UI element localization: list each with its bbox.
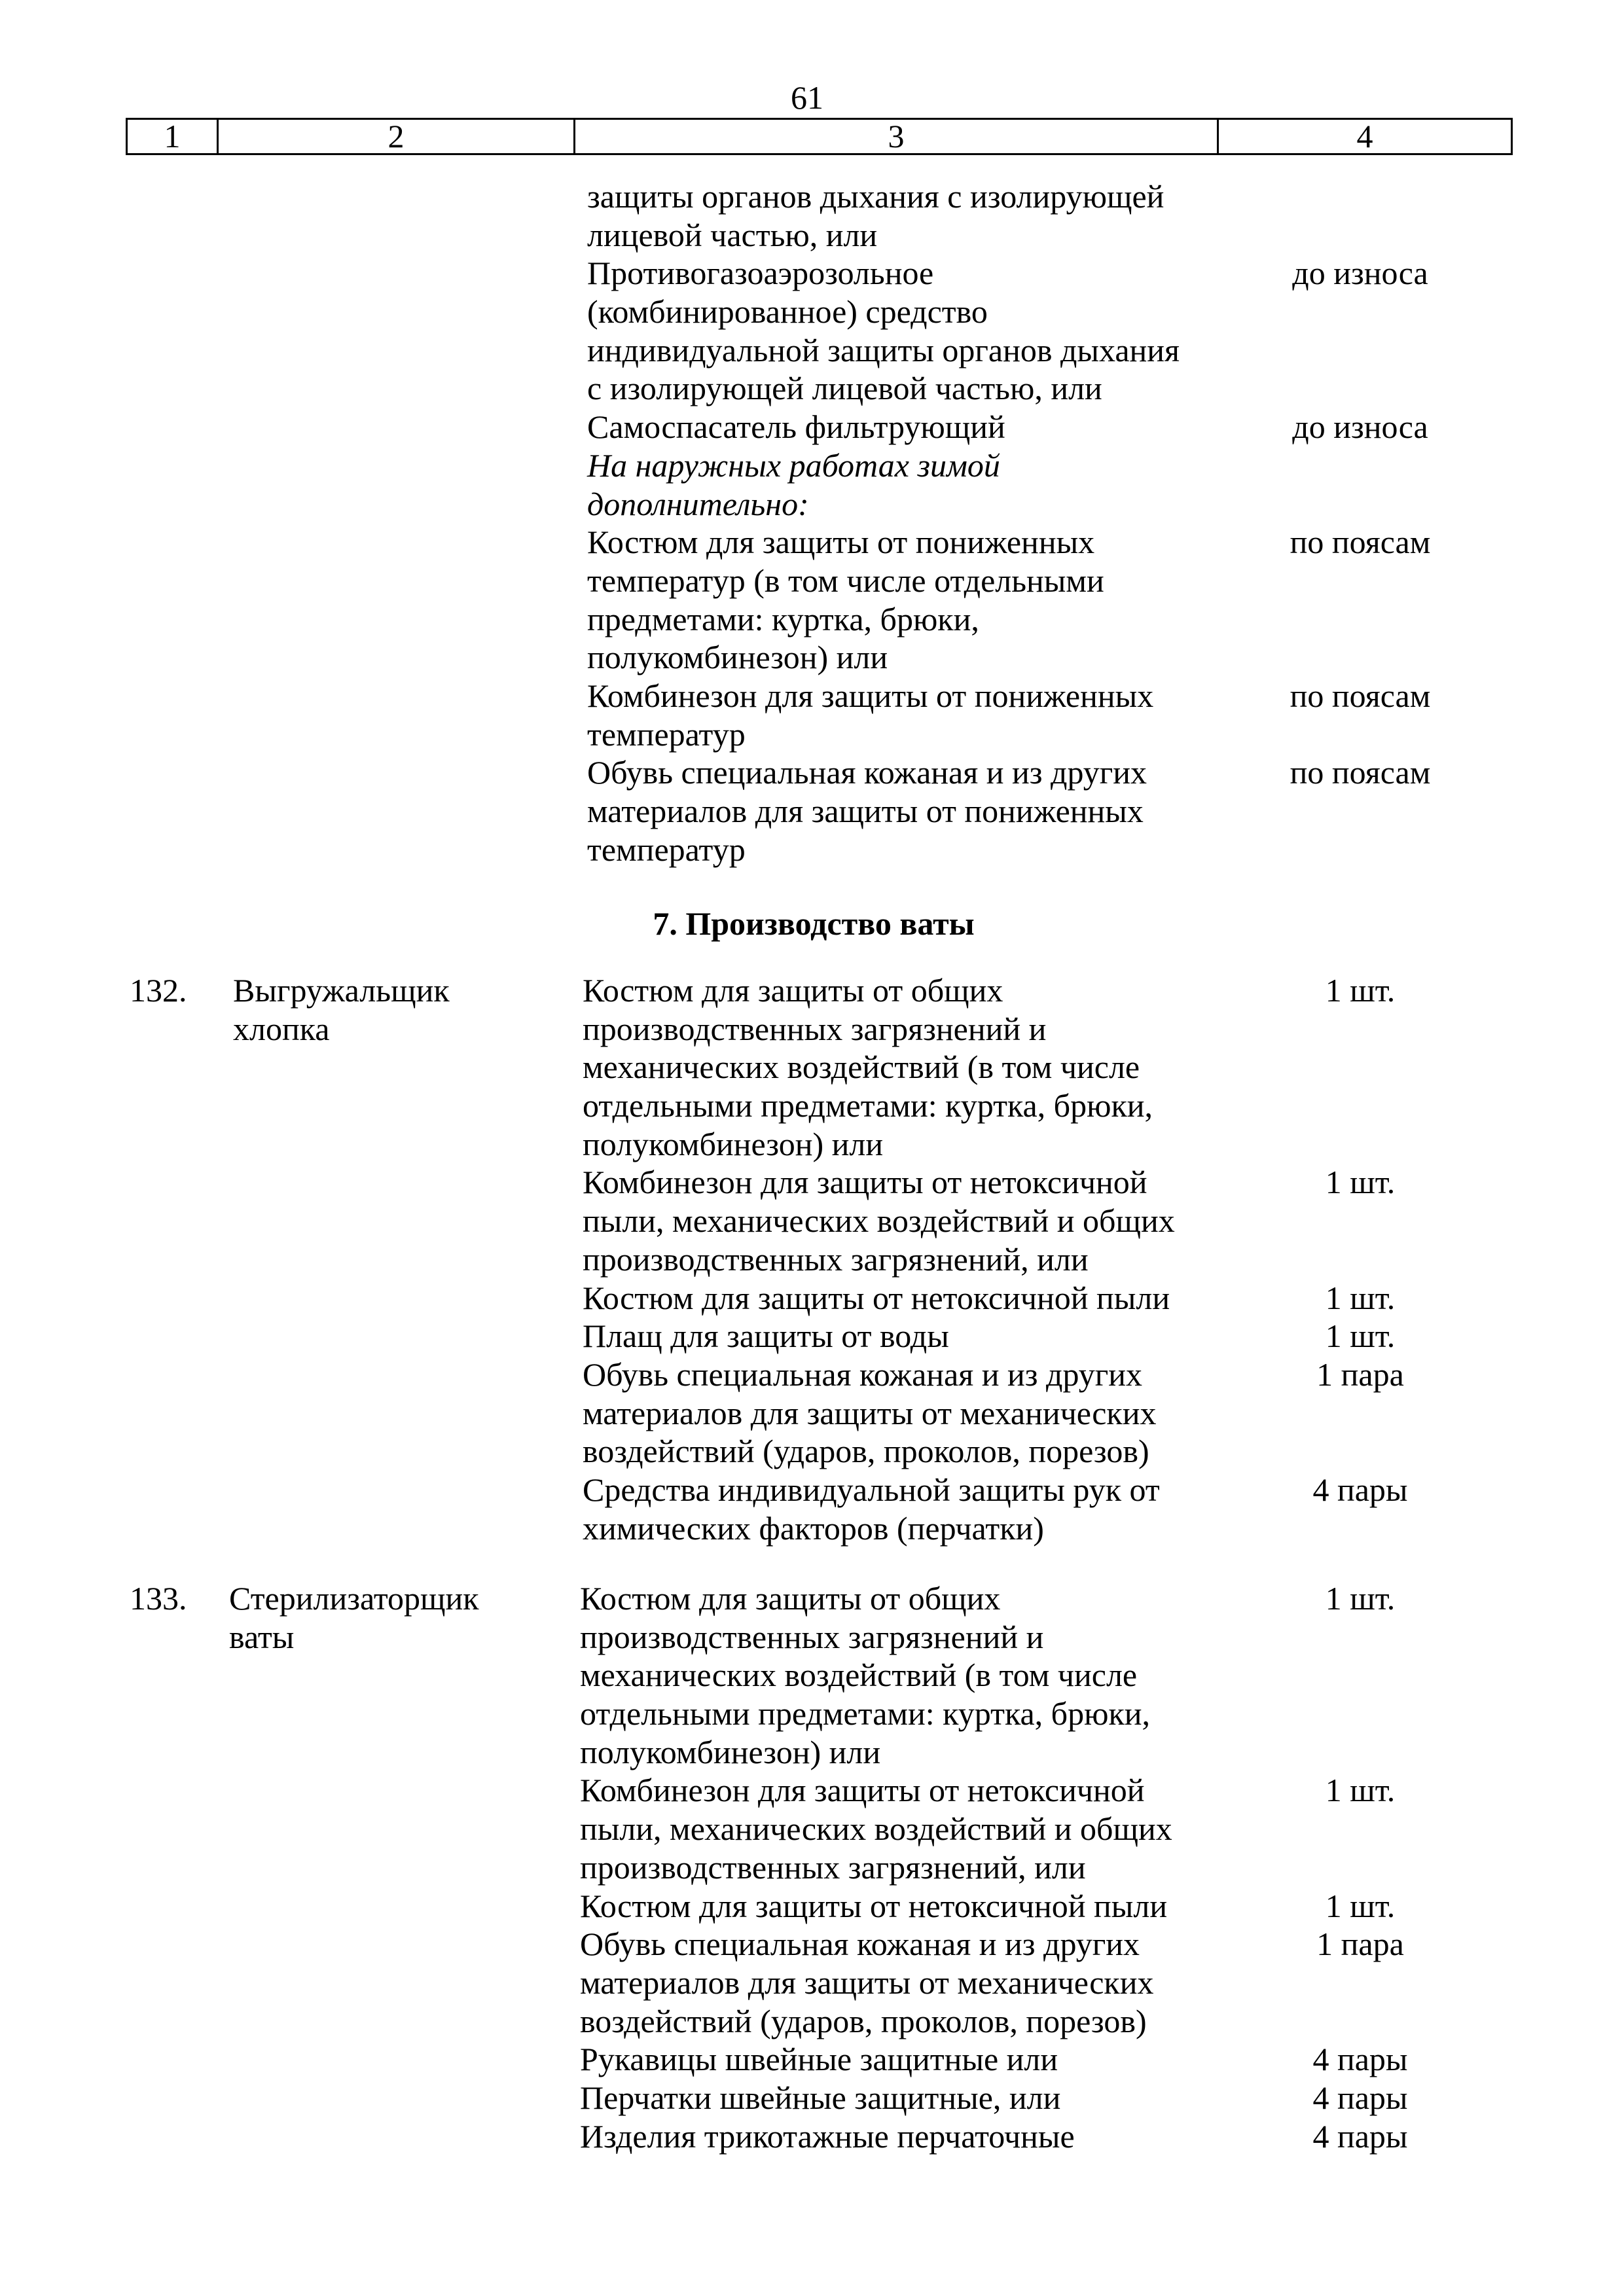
table-header-col1: 1 xyxy=(128,120,219,153)
item-line: Рукавицы швейные защитные или xyxy=(580,2041,1058,2078)
norm-value: 1 пара xyxy=(1316,1926,1404,1963)
norm-value: до износа xyxy=(1292,255,1428,292)
item-line: Комбинезон для защиты от нетоксичной xyxy=(580,1772,1145,1809)
item-line: На наружных работах зимой xyxy=(587,446,1000,484)
row-number: 132. xyxy=(130,972,187,1009)
item-line: пыли, механических воздействий и общих xyxy=(580,1810,1172,1848)
norm-value: по поясам xyxy=(1290,754,1431,791)
item-line: материалов для защиты от механических xyxy=(583,1394,1157,1431)
ppe-item xyxy=(0,753,1624,869)
ppe-item xyxy=(0,2079,1624,2117)
item-line: дополнительно: xyxy=(587,485,809,522)
item-line: полукомбинезон) или xyxy=(583,1125,884,1162)
item-line: индивидуальной защиты органов дыхания xyxy=(587,331,1180,368)
norm-value: 1 шт. xyxy=(1325,1279,1396,1316)
item-line: полукомбинезон) или xyxy=(580,1733,881,1770)
row-number: 133. xyxy=(130,1580,187,1617)
item-line: механических воздействий (в том числе xyxy=(583,1049,1140,1086)
ppe-item xyxy=(0,1355,1624,1471)
item-line: Средства индивидуальной защиты рук от xyxy=(583,1471,1160,1508)
ppe-item xyxy=(0,523,1624,677)
item-line: полукомбинезон) или xyxy=(587,639,888,676)
table-header-col2: 2 xyxy=(219,120,575,153)
norm-value: 1 шт. xyxy=(1325,1318,1396,1355)
item-line: температур xyxy=(587,715,746,753)
ppe-item xyxy=(0,2040,1624,2079)
item-line: отдельными предметами: куртка, брюки, xyxy=(583,1087,1153,1124)
item-line: Плащ для защиты от воды xyxy=(583,1318,949,1355)
item-line: с изолирующей лицевой частью, или xyxy=(587,370,1102,407)
ppe-item xyxy=(0,1579,1624,1771)
subheading-note xyxy=(0,446,1624,523)
profession-line: Стерилизаторщик xyxy=(229,1580,479,1617)
item-line: Обувь специальная кожаная и из других xyxy=(583,1355,1143,1393)
ppe-item xyxy=(0,1471,1624,1547)
item-line: материалов для защиты от механических xyxy=(580,1964,1154,2001)
norm-value: 4 пары xyxy=(1312,2117,1408,2155)
item-line: Костюм для защиты от нетоксичной пыли xyxy=(583,1279,1170,1316)
item-line: Костюм для защиты от пониженных xyxy=(587,524,1095,561)
item-line: механических воздействий (в том числе xyxy=(580,1657,1138,1694)
item-line: производственных загрязнений и xyxy=(580,1618,1044,1655)
norm-value: 4 пары xyxy=(1312,1471,1408,1508)
item-line: воздействий (ударов, проколов, порезов) xyxy=(583,1433,1149,1470)
ppe-item xyxy=(0,254,1624,408)
table-header-col3: 3 xyxy=(575,120,1219,153)
ppe-item xyxy=(0,1925,1624,2040)
norm-value: 4 пары xyxy=(1312,2041,1408,2078)
item-line: Комбинезон для защиты от пониженных xyxy=(587,677,1154,714)
ppe-item xyxy=(0,408,1624,446)
item-line: защиты органов дыхания с изолирующей xyxy=(587,178,1164,215)
item-line: производственных загрязнений, или xyxy=(580,1848,1086,1886)
table-row xyxy=(0,1579,1624,2155)
item-line: Костюм для защиты от общих xyxy=(583,972,1003,1009)
item-line: Перчатки швейные защитные, или xyxy=(580,2079,1061,2116)
item-line: производственных загрязнений, или xyxy=(583,1240,1089,1278)
norm-value: 1 шт. xyxy=(1325,1887,1396,1924)
table-header-row xyxy=(126,118,1513,155)
norm-value: по поясам xyxy=(1290,677,1431,714)
item-line: предметами: куртка, брюки, xyxy=(587,600,979,637)
table-row xyxy=(0,971,1624,1547)
profession-line: ваты xyxy=(229,1618,295,1655)
item-line: температур xyxy=(587,831,746,868)
item-line: Самоспасатель фильтрующий xyxy=(587,408,1005,446)
ppe-item xyxy=(0,177,1624,254)
profession-line: Выгружальщик xyxy=(233,972,450,1009)
norm-value: 1 шт. xyxy=(1325,1580,1396,1617)
norm-value: до износа xyxy=(1292,408,1428,446)
item-line: Изделия трикотажные перчаточные xyxy=(580,2117,1075,2155)
item-line: отдельными предметами: куртка, брюки, xyxy=(580,1695,1151,1732)
ppe-item xyxy=(0,1771,1624,1886)
item-line: температур (в том числе отдельными xyxy=(587,562,1104,599)
item-line: химических факторов (перчатки) xyxy=(583,1509,1044,1547)
item-line: материалов для защиты от пониженных xyxy=(587,793,1144,829)
item-line: производственных загрязнений и xyxy=(583,1010,1047,1047)
ppe-item xyxy=(0,1279,1624,1318)
item-line: воздействий (ударов, проколов, порезов) xyxy=(580,2002,1147,2039)
item-line: лицевой частью, или xyxy=(587,216,878,253)
item-line: Костюм для защиты от нетоксичной пыли xyxy=(580,1887,1168,1924)
item-line: (комбинированное) средство xyxy=(587,293,988,331)
norm-value: по поясам xyxy=(1290,524,1431,561)
item-line: Обувь специальная кожаная и из других xyxy=(587,754,1147,791)
table-header-col4: 4 xyxy=(1356,118,1373,154)
continuation-block xyxy=(0,177,1624,869)
ppe-item xyxy=(0,2117,1624,2156)
item-line: Костюм для защиты от общих xyxy=(580,1580,1001,1617)
item-line: Противогазоаэрозольное xyxy=(587,255,934,292)
page-number: 61 xyxy=(791,79,823,116)
norm-value: 4 пары xyxy=(1312,2079,1408,2116)
norm-value: 1 шт. xyxy=(1325,972,1396,1009)
ppe-item xyxy=(0,1317,1624,1355)
profession-line: хлопка xyxy=(233,1010,330,1047)
item-line: Обувь специальная кожаная и из других xyxy=(580,1926,1140,1963)
norm-value: 1 шт. xyxy=(1325,1164,1396,1201)
norm-value: 1 пара xyxy=(1316,1355,1404,1393)
item-line: пыли, механических воздействий и общих xyxy=(583,1202,1175,1240)
ppe-item xyxy=(0,1887,1624,1926)
ppe-item xyxy=(0,971,1624,1163)
section-title: 7. Производство ваты xyxy=(653,905,975,942)
ppe-item xyxy=(0,677,1624,753)
ppe-item xyxy=(0,1163,1624,1278)
norm-value: 1 шт. xyxy=(1325,1772,1396,1809)
item-line: Комбинезон для защиты от нетоксичной xyxy=(583,1164,1147,1201)
